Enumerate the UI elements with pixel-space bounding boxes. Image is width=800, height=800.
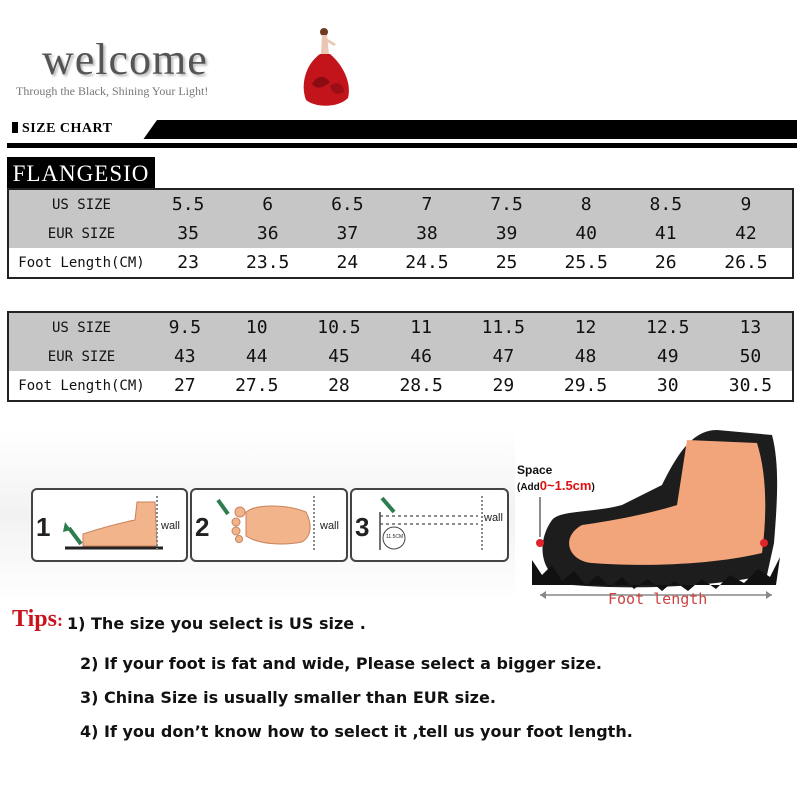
table-cell: 25.5	[541, 248, 632, 278]
table-cell: 11	[380, 312, 462, 342]
table-cell: 9.5	[154, 312, 216, 342]
table-cell: 46	[380, 342, 462, 371]
table-cell: 30.5	[709, 371, 793, 401]
table-row-foot-length	[8, 371, 793, 401]
measure-step-1-panel	[31, 488, 188, 562]
table-cell: 24.5	[381, 248, 472, 278]
tips-colon: :	[56, 610, 63, 630]
size-chart-underline	[7, 143, 797, 148]
table-row-us-size	[8, 312, 793, 342]
ruler-icon	[374, 494, 484, 554]
tips-title	[12, 606, 63, 633]
table-cell: 6.5	[313, 189, 381, 219]
table-cell: 27	[154, 371, 216, 401]
table-cell: 36	[222, 219, 313, 248]
tip-line-1: 1) The size you select is US size .	[67, 614, 366, 633]
table-cell: 24	[313, 248, 381, 278]
space-label: Space	[517, 463, 553, 477]
table-cell: 11.5	[462, 312, 544, 342]
space-add-note	[517, 478, 595, 493]
table-row-eur-size	[8, 342, 793, 371]
size-chart-label: SIZE CHART	[12, 121, 112, 137]
table-cell: 10	[216, 312, 298, 342]
table-cell: 41	[632, 219, 700, 248]
table-cell: 39	[472, 219, 540, 248]
table-cell: 7.5	[472, 189, 540, 219]
row-label: Foot Length(CM)	[8, 248, 154, 278]
table-cell: 9	[700, 189, 793, 219]
welcome-title: welcome	[42, 35, 208, 84]
measure-step-3-panel	[350, 488, 509, 562]
table-cell: 40	[541, 219, 632, 248]
tagline: Through the Black, Shining Your Light!	[16, 84, 209, 98]
table-cell: 35	[154, 219, 222, 248]
wall-label: wall	[484, 512, 503, 524]
step-number: 1	[36, 512, 51, 542]
row-label: US SIZE	[8, 312, 154, 342]
table-cell: 23.5	[222, 248, 313, 278]
wall-label: wall	[320, 520, 339, 532]
wall-label: wall	[161, 520, 180, 532]
table-cell: 30	[627, 371, 709, 401]
table-cell: 26.5	[700, 248, 793, 278]
table-cell: 23	[154, 248, 222, 278]
table-cell: 44	[216, 342, 298, 371]
tips-word: Tips	[12, 606, 57, 632]
table-cell: 26	[632, 248, 700, 278]
table-cell: 13	[709, 312, 793, 342]
table-cell: 28.5	[380, 371, 462, 401]
table-cell: 47	[462, 342, 544, 371]
tip-line-2: 2) If your foot is fat and wide, Please select a bigger size.	[80, 654, 602, 673]
table-row-eur-size	[8, 219, 793, 248]
step-number: 3	[355, 512, 370, 542]
row-label: EUR SIZE	[8, 219, 154, 248]
wall-icon	[480, 496, 484, 552]
table-cell: 38	[381, 219, 472, 248]
measure-step-2-panel	[190, 488, 348, 562]
wall-icon	[155, 496, 159, 552]
table-cell: 12.5	[627, 312, 709, 342]
table-cell: 25	[472, 248, 540, 278]
table-cell: 43	[154, 342, 216, 371]
table-cell: 48	[544, 342, 626, 371]
measure-value: 11.5CM	[386, 534, 404, 540]
wall-icon	[312, 496, 316, 552]
table-cell: 10.5	[298, 312, 380, 342]
table-row-foot-length	[8, 248, 793, 278]
table-cell: 29.5	[544, 371, 626, 401]
table-cell: 27.5	[216, 371, 298, 401]
row-label: US SIZE	[8, 189, 154, 219]
space-value: 0~1.5cm	[539, 478, 592, 493]
foot-side-icon	[55, 494, 165, 554]
lady-in-red-dress-image	[296, 24, 356, 108]
table-cell: 29	[462, 371, 544, 401]
size-table-1	[7, 188, 794, 279]
foot-length-label: Foot length	[608, 590, 708, 608]
size-table-2	[7, 311, 794, 402]
step-number: 2	[195, 512, 210, 542]
table-cell: 8	[541, 189, 632, 219]
shoe-foot-diagram	[512, 425, 797, 615]
table-cell: 49	[627, 342, 709, 371]
table-cell: 6	[222, 189, 313, 219]
table-cell: 50	[709, 342, 793, 371]
table-cell: 8.5	[632, 189, 700, 219]
table-cell: 42	[700, 219, 793, 248]
row-label: EUR SIZE	[8, 342, 154, 371]
tip-line-3: 3) China Size is usually smaller than EUR size.	[80, 688, 496, 707]
tip-line-4: 4) If you don’t know how to select it ,tell us your foot length.	[80, 722, 633, 741]
foot-top-icon	[216, 494, 316, 554]
table-cell: 5.5	[154, 189, 222, 219]
brand-label: FLANGESIO	[7, 157, 155, 188]
table-row-us-size	[8, 189, 793, 219]
table-cell: 7	[381, 189, 472, 219]
table-cell: 45	[298, 342, 380, 371]
table-cell: 28	[298, 371, 380, 401]
space-prefix: (Add	[517, 482, 540, 493]
table-cell: 37	[313, 219, 381, 248]
table-cell: 12	[544, 312, 626, 342]
row-label: Foot Length(CM)	[8, 371, 154, 401]
space-suffix: )	[591, 482, 595, 493]
